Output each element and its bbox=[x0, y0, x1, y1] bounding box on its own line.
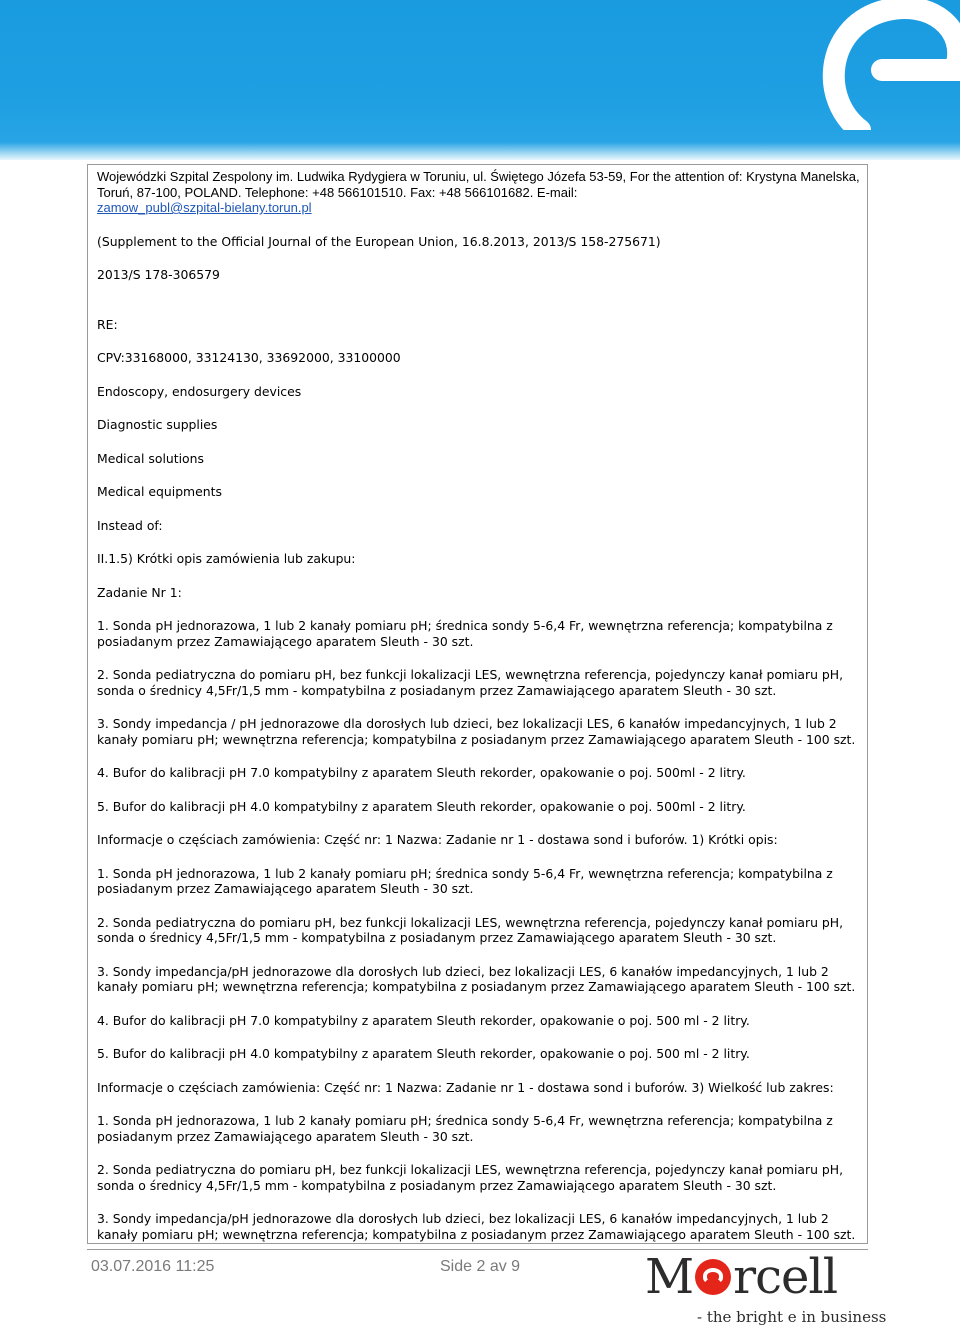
list-item: 1. Sonda pH jednorazowa, 1 lub 2 kanały pomiaru pH; średnica sondy 5-6,4 Fr, wewnętrzna referencja; kompatybilna z posiadanym przez Zamawiającego aparatem Sleuth - 30 szt. bbox=[97, 1113, 833, 1144]
mercell-logo bbox=[645, 1251, 837, 1303]
e-logo-icon bbox=[820, 0, 960, 130]
email-link[interactable]: zamow_publ@szpital-bielany.torun.pl bbox=[97, 200, 312, 215]
list-item: 1. Sonda pH jednorazowa, 1 lub 2 kanały pomiaru pH; średnica sondy 5-6,4 Fr, wewnętrzna referencja; kompatybilna z posiadanym przez Zamawiającego aparatem Sleuth - 30 szt. bbox=[97, 618, 833, 649]
list-item: 1. Sonda pH jednorazowa, 1 lub 2 kanały pomiaru pH; średnica sondy 5-6,4 Fr, wewnętrzna referencja; kompatybilna z posiadanym przez Zamawiającego aparatem Sleuth - 30 szt. bbox=[97, 865, 833, 896]
list-item: 4. Bufor do kalibracji pH 7.0 kompatybilny z aparatem Sleuth rekorder, opakowanie o poj. 500 ml - 2 litry. bbox=[97, 1012, 750, 1028]
task-heading: Zadanie Nr 1: bbox=[97, 584, 182, 600]
notice-id: 2013/S 178-306579 bbox=[97, 267, 220, 282]
list-item: 5. Bufor do kalibracji pH 4.0 kompatybilny z aparatem Sleuth rekorder, opakowanie o poj. 500ml - 2 litry. bbox=[97, 798, 746, 814]
document-body bbox=[97, 169, 863, 1242]
list-item: 5. Bufor do kalibracji pH 4.0 kompatybilny z aparatem Sleuth rekorder, opakowanie o poj. 500 ml - 2 litry. bbox=[97, 1046, 750, 1061]
contracting-authority bbox=[97, 169, 863, 216]
section-heading: II.1.5) Krótki opis zamówienia lub zakupu: bbox=[97, 551, 356, 566]
list-item: 3. Sondy impedancja/pH jednorazowe dla dorosłych lub dzieci, bez lokalizacji LES, 6 kanałów impedancyjnych, 1 lub 2 kanały pomiaru pH; wewnętrzna referencja; kompatybilna z posiadanym przez Zamawiającego aparatem Sleuth - 100 szt. bbox=[97, 963, 856, 994]
re-label: RE: bbox=[97, 316, 118, 332]
brand-e-icon bbox=[695, 1259, 731, 1295]
list-item: 2. Sonda pediatryczna do pomiaru pH, bez funkcji lokalizacji LES, wewnętrzna referencja, pojedynczy kanał pomiaru pH, sonda o średnicy 4,5Fr/1,5 mm - kompatybilna z posiadanym przez Zamawiającego aparatem Sleuth - 30 szt. bbox=[97, 914, 844, 945]
category-item: Medical equipments bbox=[97, 484, 222, 499]
page-number: Side 2 av 9 bbox=[440, 1258, 521, 1275]
header-fade bbox=[0, 142, 960, 160]
footer-date: 03.07.2016 11:25 bbox=[91, 1258, 215, 1275]
list-item: 4. Bufor do kalibracji pH 7.0 kompatybilny z aparatem Sleuth rekorder, opakowanie o poj. 500ml - 2 litry. bbox=[97, 765, 746, 780]
list-item: 2. Sonda pediatryczna do pomiaru pH, bez funkcji lokalizacji LES, wewnętrzna referencja, pojedynczy kanał pomiaru pH, sonda o średnicy 4,5Fr/1,5 mm - kompatybilna z posiadanym przez Zamawiającego aparatem Sleuth - 30 szt. bbox=[97, 1162, 844, 1193]
category-item: Medical solutions bbox=[97, 450, 204, 466]
address-text: Wojewódzki Szpital Zespolony im. Ludwika Rydygiera w Toruniu, ul. Świętego Józefa 53-59, For the attention of: Krystyna Manelska, Toruń, 87-100, POLAND. Telephone: +48 566101510. Fax: +48 566101682. E-mail: bbox=[97, 169, 860, 200]
lot-info: Informacje o częściach zamówienia: Część nr: 1 Nazwa: Zadanie nr 1 - dostawa sond i buforów. 1) Krótki opis: bbox=[97, 832, 778, 847]
brand-text-start: M bbox=[645, 1249, 694, 1305]
list-item: 3. Sondy impedancja/pH jednorazowe dla dorosłych lub dzieci, bez lokalizacji LES, 6 kanałów impedancyjnych, 1 lub 2 kanały pomiaru pH; wewnętrzna referencja; kompatybilna z posiadanym przez Zamawiającego aparatem Sleuth - 100 szt. bbox=[97, 1211, 856, 1242]
category-item: Endoscopy, endosurgery devices bbox=[97, 383, 302, 399]
instead-of-label: Instead of: bbox=[97, 517, 163, 533]
supplement-text: (Supplement to the Official Journal of the European Union, 16.8.2013, 2013/S 158-275671) bbox=[97, 233, 661, 249]
list-item: 2. Sonda pediatryczna do pomiaru pH, bez funkcji lokalizacji LES, wewnętrzna referencja, pojedynczy kanał pomiaru pH, sonda o średnicy 4,5Fr/1,5 mm - kompatybilna z posiadanym przez Zamawiającego aparatem Sleuth - 30 szt. bbox=[97, 667, 844, 698]
list-item: 3. Sondy impedancja / pH jednorazowe dla dorosłych lub dzieci, bez lokalizacji LES, 6 kanałów impedancyjnych, 1 lub 2 kanały pomiaru pH; wewnętrzna referencja; kompatybilna z posiadanym przez Zamawiającego aparatem Sleuth - 100 szt. bbox=[97, 716, 856, 747]
category-item: Diagnostic supplies bbox=[97, 417, 218, 432]
header-band bbox=[0, 0, 960, 160]
lot-info: Informacje o częściach zamówienia: Część nr: 1 Nazwa: Zadanie nr 1 - dostawa sond i buforów. 3) Wielkość lub zakres: bbox=[97, 1079, 834, 1095]
brand-tagline: - the bright e in business bbox=[697, 1308, 887, 1326]
brand-text-end: rcell bbox=[733, 1249, 838, 1305]
cpv-codes: CPV:33168000, 33124130, 33692000, 33100000 bbox=[97, 350, 401, 365]
